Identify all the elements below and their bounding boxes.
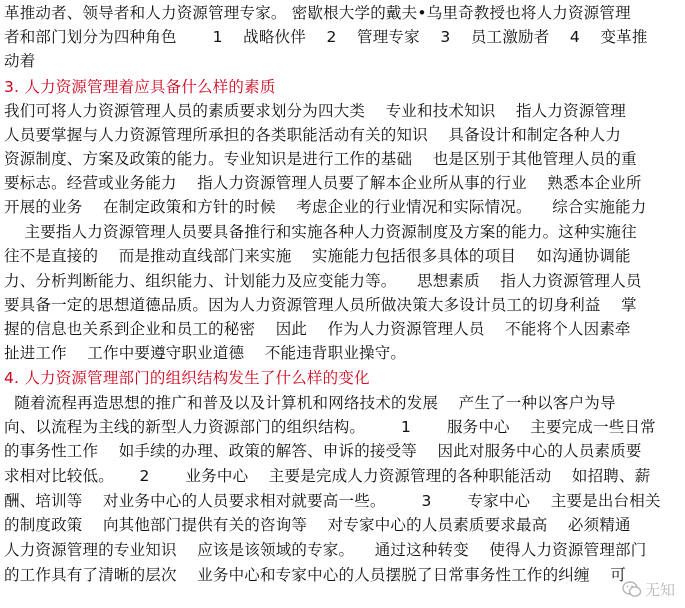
- wechat-icon: [622, 581, 642, 598]
- text-line: 酬、培训等 对业务中心的人员要求相对就要高一些。 3 专家中心 主要是出台相关: [4, 492, 661, 510]
- text-line: 要标志。经营或业务能力 指人力资源管理人员要了解本企业所从事的行业 熟悉本企业所: [4, 174, 642, 192]
- text-line: 者和部门划分为四种角色 1 战略伙伴 2 管理专家 3 员工激励者 4 变革推: [4, 28, 648, 46]
- text-line: 要具备一定的思想道德品质。因为人力资源管理人员所做决策大多设计员工的切身利益 掌: [4, 296, 637, 314]
- text-line: 握的信息也关系到企业和员工的秘密 因此 作为人力资源管理人员 不能将个人因素牵: [4, 320, 631, 338]
- text-line: 开展的业务 在制定政策和方针的时候 考虑企业的行业情况和实际情况。 综合实施能力: [4, 198, 647, 216]
- text-line: 主要指人力资源管理人员要具备推行和实施各种人力资源制度及方案的能力。这种实施往: [4, 223, 637, 241]
- watermark-text: 无知: [644, 581, 675, 599]
- text-line: 往不是直接的 而是推动直线部门来实施 实施能力包括很多具体的项目 如沟通协调能: [4, 247, 631, 265]
- text-line: 人员要掌握与人力资源管理所承担的各类职能活动有关的知识 具备设计和制定各种人力: [4, 126, 622, 144]
- section-heading: 3. 人力资源管理着应具备什么样的素质: [4, 78, 276, 96]
- text-line: 求相对比较低。 2 业务中心 主要是完成人力资源管理的各种职能活动 如招聘、薪: [4, 467, 651, 485]
- text-line: 资源制度、方案及政策的能力。专业知识是进行工作的基础 也是区别于其他管理人员的重: [4, 150, 637, 168]
- text-line: 的工作具有了清晰的层次 业务中心和专家中心的人员摆脱了日常事务性工作的纠缠 可: [4, 566, 626, 584]
- text-line: 扯进工作 工作中要遵守职业道德 不能违背职业操守。: [4, 344, 407, 362]
- text-line: 革推动者、领导者和人力资源管理专家。 密歇根大学的戴夫•乌里奇教授也将人力资源管理: [4, 4, 631, 22]
- text-line: 的事务性工作 如手续的办理、政策的解答、申诉的接受等 因此对服务中心的人员素质要: [4, 442, 642, 460]
- text-line: 力、分析判断能力、组织能力、计划能力及应变能力等。 思想素质 指人力资源管理人员: [4, 272, 642, 290]
- watermark: [622, 579, 675, 600]
- text-line: 随着流程再造思想的推广和普及以及计算机和网络技术的发展 产生了一种以客户为导: [4, 394, 616, 412]
- text-line: 人力资源管理的专业知识 应该是该领域的专家。 通过这种转变 使得人力资源管理部门: [4, 541, 647, 559]
- text-line: 向、以流程为主线的新型人力资源部门的组织结构。 1 服务中心 主要完成一些日常: [4, 418, 656, 436]
- section-heading: 4. 人力资源管理部门的组织结构发生了什么样的变化: [4, 369, 370, 387]
- text-line: 动着: [4, 52, 36, 70]
- text-line: 的制度政策 向其他部门提供有关的咨询等 对专家中心的人员素质要求最高 必须精通: [4, 516, 631, 534]
- text-line: 我们可将人力资源管理人员的素质要求划分为四大类 专业和技术知识 指人力资源管理: [4, 102, 626, 120]
